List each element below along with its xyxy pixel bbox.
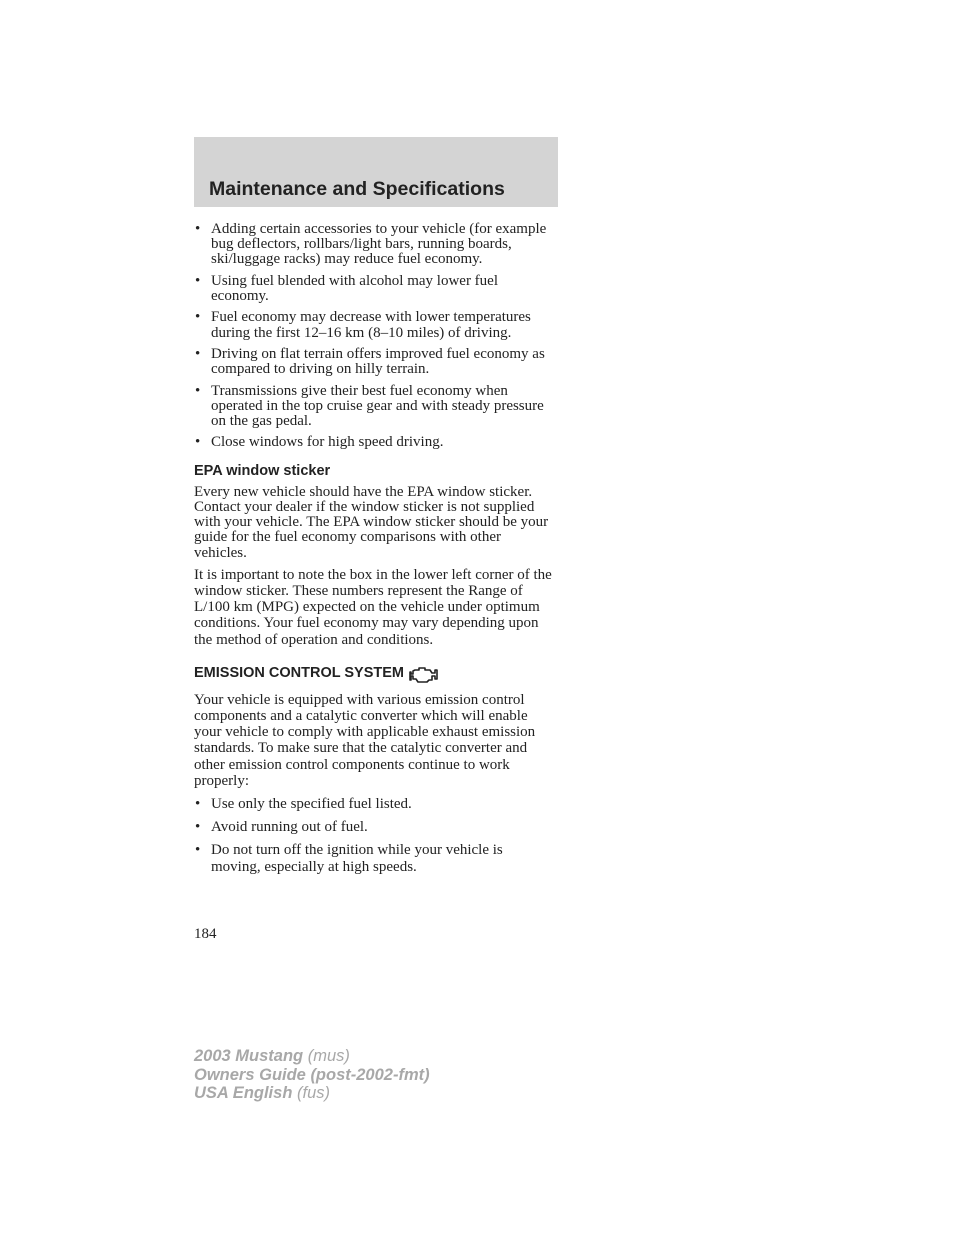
list-item: • Fuel economy may decrease with lower temperatures during the first 12–16 km (8–10 miles) of driving.	[195, 309, 531, 341]
emission-heading-text: EMISSION CONTROL SYSTEM	[194, 665, 405, 682]
footer-line-3: USA English (fus)	[194, 1084, 330, 1102]
emission-control-heading	[194, 664, 554, 684]
footer-line-1: 2003 Mustang (mus)	[194, 1047, 350, 1065]
footer-line-2: Owners Guide (post-2002-fmt)	[194, 1065, 430, 1084]
page-content	[194, 222, 554, 881]
document-footer	[194, 1047, 430, 1103]
list-item: • Close windows for high speed driving.	[195, 434, 444, 451]
bullet-icon: •	[195, 309, 201, 326]
section-header-band	[194, 137, 558, 207]
engine-icon	[409, 664, 439, 684]
emission-tips-list	[194, 797, 554, 875]
bullet-icon: •	[195, 434, 201, 451]
bullet-icon: •	[195, 382, 201, 399]
bullet-icon: •	[195, 221, 201, 237]
bullet-icon: •	[195, 272, 201, 289]
epa-paragraph-1: Every new vehicle should have the EPA window sticker. Contact your dealer if the window sticker is not supplied with your vehicle. The EPA window sticker should be your guide for the fuel economy comparisons with other vehicles.	[194, 483, 549, 561]
list-item: • Using fuel blended with alcohol may lower fuel economy.	[195, 272, 499, 304]
bullet-icon: •	[195, 819, 201, 836]
list-item: • Avoid running out of fuel.	[195, 819, 368, 836]
bullet-icon: •	[195, 796, 201, 813]
page-number: 184	[194, 926, 217, 942]
list-item: • Do not turn off the ignition while your vehicle is moving, especially at high speeds.	[195, 842, 503, 875]
list-item: • Transmissions give their best fuel economy when operated in the top cruise gear and with steady pressure on the gas pedal.	[195, 382, 544, 429]
fuel-economy-tips-list	[194, 222, 554, 451]
epa-paragraph-2: It is important to note the box in the lower left corner of the window sticker. These numbers represent the Range of L/100 km (MPG) expected on the vehicle under optimum conditions. Your fuel economy may vary depending upon the method of operation and conditions.	[194, 566, 552, 648]
bullet-icon: •	[195, 842, 201, 859]
section-title: Maintenance and Specifications	[209, 178, 505, 200]
emission-paragraph: Your vehicle is equipped with various emission control components and a catalytic converter which will enable your vehicle to comply with applicable exhaust emission standards. To make sure that the catalytic converter and other emission control components continue to work properly:	[194, 691, 536, 789]
bullet-icon: •	[195, 345, 201, 362]
list-item: • Use only the specified fuel listed.	[195, 796, 412, 813]
list-item: • Driving on flat terrain offers improved fuel economy as compared to driving on hilly terrain.	[195, 345, 545, 378]
epa-sticker-heading: EPA window sticker	[194, 462, 331, 479]
list-item: • Adding certain accessories to your vehicle (for example bug deflectors, rollbars/light bars, running boards, ski/luggage racks) may reduce fuel economy.	[195, 221, 547, 268]
